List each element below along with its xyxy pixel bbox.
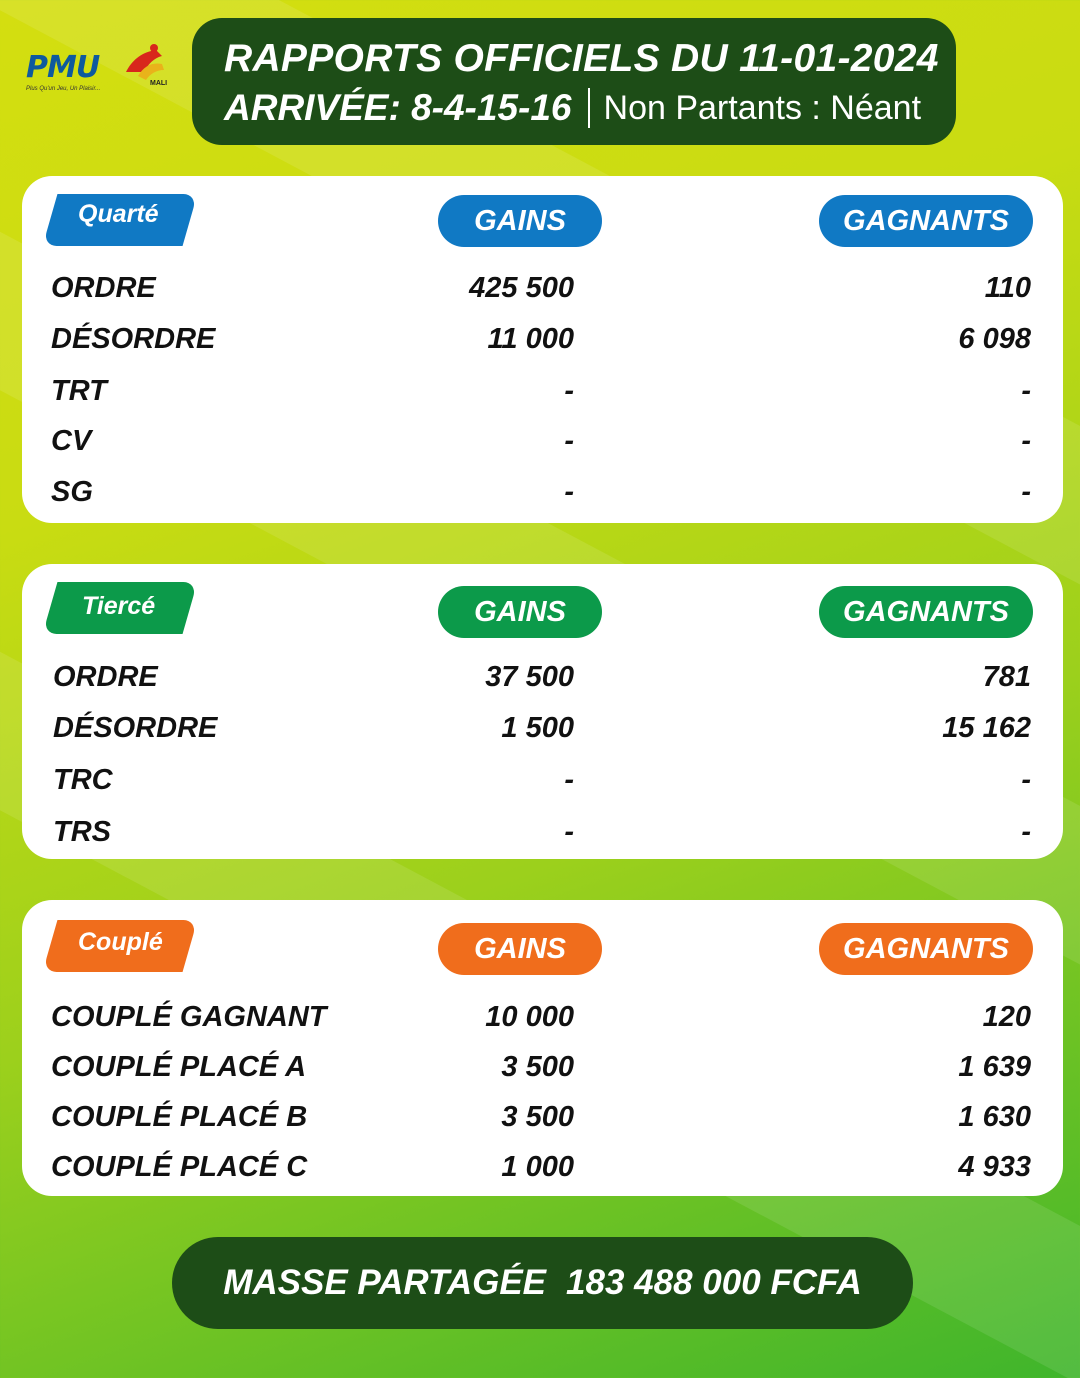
table-row [22,371,1063,421]
row-gagnants: 1 639 [958,1051,1031,1083]
tierce-card [22,564,1063,859]
row-gagnants: 120 [982,1001,1031,1033]
row-gagnants: - [1021,375,1031,407]
row-label: ORDRE [53,661,158,693]
row-gagnants: - [1021,425,1031,457]
row-gains: 425 500 [469,272,574,304]
table-row [22,319,1063,369]
row-label: TRT [51,375,107,407]
couple-gagnants-header: GAGNANTS [819,923,1033,975]
row-gagnants: 781 [982,661,1031,693]
row-gains: 10 000 [485,1001,574,1033]
row-gagnants: 15 162 [942,712,1031,744]
pmu-logo [22,42,172,102]
row-gains: - [564,764,574,796]
table-row [22,997,1063,1047]
row-label: COUPLÉ PLACÉ C [51,1151,308,1183]
row-gagnants: - [1021,816,1031,848]
row-gains: 37 500 [485,661,574,693]
masse-partagee-banner [172,1237,913,1329]
arrival-line [224,84,956,132]
quarte-gains-header: GAINS [438,195,602,247]
row-label: SG [51,476,93,508]
row-gains: 3 500 [501,1101,574,1133]
row-gagnants: 110 [984,272,1031,304]
row-label: DÉSORDRE [53,712,218,744]
arrival-result: ARRIVÉE: 8-4-15-16 [224,87,572,128]
quarte-gagnants-header: GAGNANTS [819,195,1033,247]
quarte-label: Quarté [78,200,159,228]
row-gains: - [564,425,574,457]
table-row [22,1097,1063,1147]
row-label: CV [51,425,92,457]
row-gains: 1 500 [501,712,574,744]
page-title: RAPPORTS OFFICIELS DU 11-01-2024 [224,37,939,80]
tierce-gagnants-header: GAGNANTS [819,586,1033,638]
table-row [22,472,1063,522]
masse-partagee-label: MASSE PARTAGÉE [223,1263,547,1302]
masse-partagee-amount: 183 488 000 FCFA [566,1263,862,1302]
row-label: TRS [53,816,111,848]
row-gains: - [564,375,574,407]
tierce-gains-header: GAINS [438,586,602,638]
quarte-card [22,176,1063,523]
table-row [22,708,1063,758]
row-gains: - [564,816,574,848]
row-gains: - [564,476,574,508]
table-row [22,421,1063,471]
logo-country: MALI [150,80,168,87]
row-gains: 1 000 [501,1151,574,1183]
row-gagnants: - [1021,476,1031,508]
header-banner [192,18,956,145]
table-row [22,657,1063,707]
table-row [22,268,1063,318]
tierce-label: Tiercé [82,592,156,620]
logo-tagline: Plus Qu'un Jeu, Un Plaisir... [26,86,101,92]
row-label: DÉSORDRE [51,323,216,355]
couple-card [22,900,1063,1196]
table-row [22,760,1063,810]
logo-text: PMU [26,50,100,85]
row-gagnants: - [1021,764,1031,796]
row-gains: 3 500 [501,1051,574,1083]
row-label: COUPLÉ GAGNANT [51,1001,327,1033]
table-row [22,812,1063,862]
row-gagnants: 6 098 [958,323,1031,355]
row-gains: 11 000 [487,323,574,355]
row-gagnants: 4 933 [958,1151,1031,1183]
couple-label: Couplé [78,928,163,956]
divider [588,88,590,128]
row-gagnants: 1 630 [958,1101,1031,1133]
table-row [22,1047,1063,1097]
non-partants: Non Partants : Néant [603,89,922,127]
couple-gains-header: GAINS [438,923,602,975]
row-label: TRC [53,764,113,796]
row-label: COUPLÉ PLACÉ B [51,1101,308,1133]
table-row [22,1147,1063,1197]
row-label: COUPLÉ PLACÉ A [51,1051,307,1083]
row-label: ORDRE [51,272,156,304]
